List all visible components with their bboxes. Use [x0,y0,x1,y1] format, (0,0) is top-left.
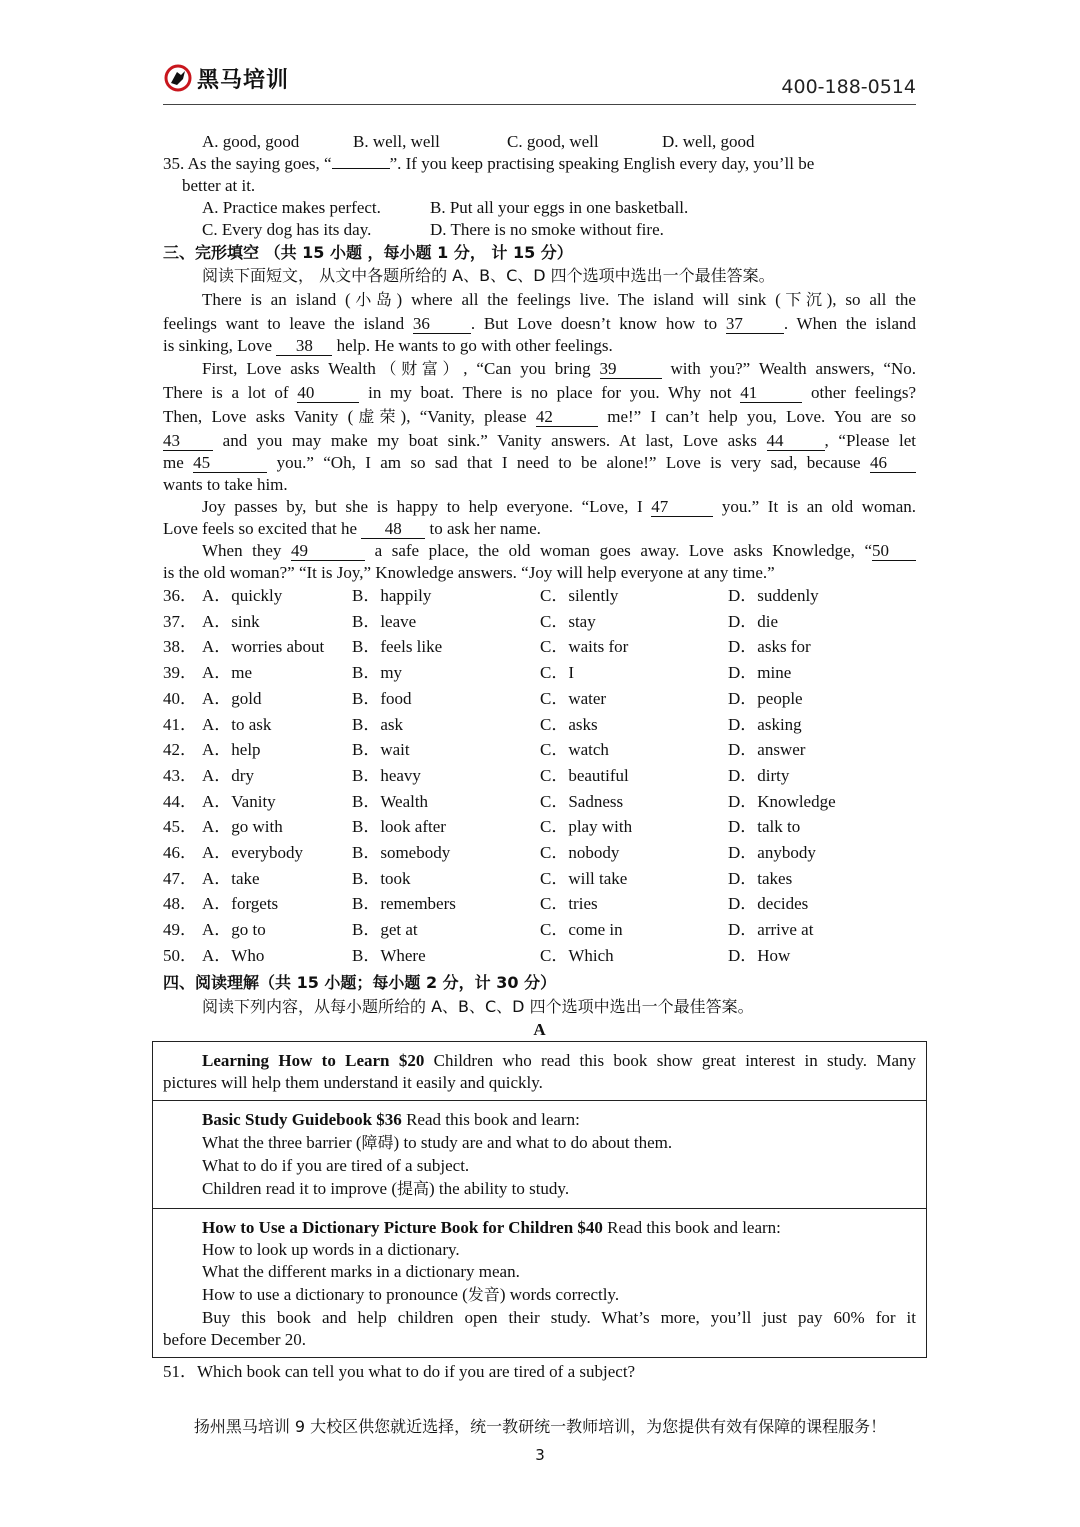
question-51: 51．Which book can tell you what to do if you are tired of a subject? [163,1362,636,1381]
option-d: D．How [728,946,791,965]
option-number: 41． [163,715,197,734]
option-d: D．Knowledge [728,792,836,811]
passage-line: 43 and you may make my boat sink.” Vanity answers. At last, Love asks 44 , “Please let [163,431,917,450]
q35-options-ab [163,197,923,219]
option-row [163,739,923,761]
blank-46: 46 [870,454,916,473]
blank-38: 38 [276,337,332,356]
q35-option-d: D. There is no smoke without fire. [430,220,664,239]
q35-option-c: C. Every dog has its day. [202,220,372,239]
option-number: 42． [163,740,197,759]
book3-line: How to use a dictionary to pronounce (发音) words correctly. [202,1285,620,1304]
q34-option-a: A. good, good [202,132,300,151]
book3-title: How to Use a Dictionary Picture Book for Children $40 [202,1218,603,1237]
option-d: D．asking [728,715,802,734]
option-row [163,662,923,684]
q35-stem-cont: better at it. [182,176,256,195]
option-number: 46． [163,843,197,862]
option-number: 45． [163,817,197,836]
section4-instruction: 阅读下列内容，从每小题所给的 A、B、C、D 四个选项中选出一个最佳答案。 [202,997,754,1016]
option-b: B．heavy [352,766,421,785]
option-d: D．dirty [728,766,790,785]
option-row [163,919,923,941]
option-a: A．Vanity [202,792,276,811]
passage-line: There is a lot of 40 in my boat. There is no place for you. Why not 41 other feelings? [163,383,917,402]
option-c: C．waits for [540,637,629,656]
q35-option-a: A. Practice makes perfect. [202,198,381,217]
header-divider [163,104,916,105]
option-a: A．take [202,869,260,888]
section3-instruction: 阅读下面短文， 从文中各题所给的 A、B、C、D 四个选项中选出一个最佳答案。 [202,266,775,285]
option-c: C．water [540,689,607,708]
option-row [163,611,923,633]
option-d: D．asks for [728,637,811,656]
phone-number: 400-188-0514 [781,76,916,98]
blank-41: 41 [740,384,802,403]
option-row [163,842,923,864]
option-b: B．get at [352,920,418,939]
option-row [163,714,923,736]
option-d: D．takes [728,869,793,888]
blank-44: 44 [767,432,825,451]
option-b: B．remembers [352,894,456,913]
q34-option-c: C. good, well [507,132,599,151]
option-number: 50． [163,946,197,965]
option-c: C．stay [540,612,596,631]
option-d: D．decides [728,894,809,913]
table-divider [152,1100,927,1101]
option-c: C．silently [540,586,619,605]
book2-line: What the three barrier (障碍) to study are and what to do about them. [202,1133,673,1152]
book3-line: How to look up words in a dictionary. [202,1240,460,1259]
option-a: A．me [202,663,253,682]
option-b: B．somebody [352,843,451,862]
book1-line: Learning How to Learn $20 Children who read this book show great interest in study. Many [202,1051,917,1070]
option-d: D．talk to [728,817,801,836]
passage-line: There is an island (小岛) where all the feelings live. The island will sink (下沉), so all the [202,290,916,309]
option-a: A．forgets [202,894,279,913]
option-c: C．I [540,663,574,682]
book2-line: What to do if you are tired of a subject. [202,1156,470,1175]
passage-line: Joy passes by, but she is happy to help everyone. “Love, I 47 you.” It is an old woman. [202,497,917,516]
option-number: 38． [163,637,197,656]
option-row [163,765,923,787]
q35-stem [163,153,916,175]
option-a: A．quickly [202,586,283,605]
option-b: B．leave [352,612,417,631]
option-d: D．suddenly [728,586,819,605]
option-b: B．wait [352,740,410,759]
option-row [163,816,923,838]
passage-line: When they 49 a safe place, the old woman goes away. Love asks Knowledge, “50 [202,540,916,562]
q35-blank [332,168,390,169]
q35-options-cd [163,219,923,241]
option-number: 49． [163,920,197,939]
blank-47: 47 [651,498,713,517]
option-c: C．come in [540,920,623,939]
brand-logo [163,62,303,94]
q35-option-b: B. Put all your eggs in one basketball. [430,198,689,217]
blank-37: 37 [726,315,784,334]
option-number: 37． [163,612,197,631]
option-c: C．watch [540,740,609,759]
option-a: A．everybody [202,843,304,862]
section3-heading: 三、完形填空 （共 15 小题 ，每小题 1 分， 计 15 分） [163,243,573,262]
book1-title: Learning How to Learn $20 [202,1051,425,1070]
option-a: A．Who [202,946,265,965]
passage-line: is the old woman?” “It is Joy,” Knowledge answers. “Joy will help everyone at any time.” [163,563,775,582]
option-a: A．gold [202,689,262,708]
option-a: A．go with [202,817,283,836]
q34-option-d: D. well, good [662,132,755,151]
option-row [163,868,923,890]
option-b: B．happily [352,586,432,605]
passage-line: is sinking, Love 38 help. He wants to go with other feelings. [163,336,613,355]
book1-line: pictures will help them understand it easily and quickly. [163,1073,543,1092]
logo-text: 黑马培训 [197,67,290,93]
passage-line: Then, Love asks Vanity (虚荣), “Vanity, please 42 me!” I can’t help you, Love. You are so [163,407,916,426]
q34-option-b: B. well, well [353,132,440,151]
option-a: A．to ask [202,715,272,734]
option-c: C．nobody [540,843,620,862]
blank-45: 45 [193,454,267,473]
option-row [163,791,923,813]
option-b: B．feels like [352,637,443,656]
option-b: B．my [352,663,403,682]
option-row [163,585,923,607]
blank-40: 40 [297,384,359,403]
blank-39: 39 [600,360,662,379]
option-number: 48． [163,894,197,913]
page-number: 3 [535,1446,545,1464]
option-c: C．Which [540,946,614,965]
option-b: B．ask [352,715,403,734]
blank-48: 48 [361,520,425,539]
option-row [163,945,923,967]
blank-49: 49 [291,542,365,561]
option-b: B．food [352,689,412,708]
option-c: C．Sadness [540,792,624,811]
footer-slogan: 扬州黑马培训 9 大校区供您就近选择，统一教研统一教师培训，为您提供有效有保障的课程服务！ [193,1417,887,1436]
option-d: D．people [728,689,803,708]
blank-42: 42 [536,408,598,427]
book2-title: Basic Study Guidebook $36 [202,1110,402,1129]
passage-line: me 45 you.” “Oh, I am so sad that I need to be alone!” Love is very sad, because 46 [163,452,916,474]
book3-line: How to Use a Dictionary Picture Book for Children $40 Read this book and learn: [202,1218,781,1237]
option-b: B．Wealth [352,792,429,811]
q35-text-b: ”. If you keep practising speaking English every day, you’ll be [389,154,815,173]
option-b: B．look after [352,817,446,836]
option-c: C．tries [540,894,598,913]
option-c: C．asks [540,715,598,734]
passage-line: First, Love asks Wealth（财富）, “Can you bring 39 with you?” Wealth answers, “No. [202,359,917,378]
option-d: D．arrive at [728,920,814,939]
option-a: A．worries about [202,637,325,656]
option-number: 43． [163,766,197,785]
option-number: 47． [163,869,197,888]
option-row [163,688,923,710]
option-d: D．anybody [728,843,816,862]
option-a: A．go to [202,920,266,939]
book3-line: before December 20. [163,1330,307,1349]
option-c: C．play with [540,817,633,836]
blank-43: 43 [163,432,213,451]
blank-36: 36 [413,315,471,334]
option-a: A．dry [202,766,254,785]
option-number: 44． [163,792,197,811]
option-d: D．answer [728,740,806,759]
option-b: B．Where [352,946,426,965]
option-a: A．help [202,740,261,759]
horse-logo-icon [163,63,193,93]
option-c: C．will take [540,869,628,888]
passage-line: Love feels so excited that he 48 to ask her name. [163,519,541,538]
option-a: A．sink [202,612,260,631]
option-row [163,636,923,658]
book2-line: Basic Study Guidebook $36 Read this book and learn: [202,1110,580,1129]
book2-line: Children read it to improve (提高) the ability to study. [202,1179,570,1198]
q35-text-a: 35. As the saying goes, “ [163,154,332,173]
table-divider [152,1208,927,1209]
option-b: B．took [352,869,411,888]
section4-heading: 四、阅读理解（共 15 小题；每小题 2 分，计 30 分） [163,973,557,992]
option-row [163,893,923,915]
blank-50: 50 [872,542,916,561]
option-d: D．die [728,612,779,631]
option-number: 36． [163,586,197,605]
option-number: 40． [163,689,197,708]
option-c: C．beautiful [540,766,629,785]
q34-options [163,131,923,153]
passage-line: feelings want to leave the island 36 . But Love doesn’t know how to 37 . When the island [163,314,917,333]
book3-line: Buy this book and help children open their study. What’s more, you’ll just pay 60% for it [202,1308,916,1327]
passage-label: A [533,1020,546,1039]
book3-line: What the different marks in a dictionary mean. [202,1262,520,1281]
option-d: D．mine [728,663,792,682]
passage-line: wants to take him. [163,475,288,494]
option-number: 39． [163,663,197,682]
